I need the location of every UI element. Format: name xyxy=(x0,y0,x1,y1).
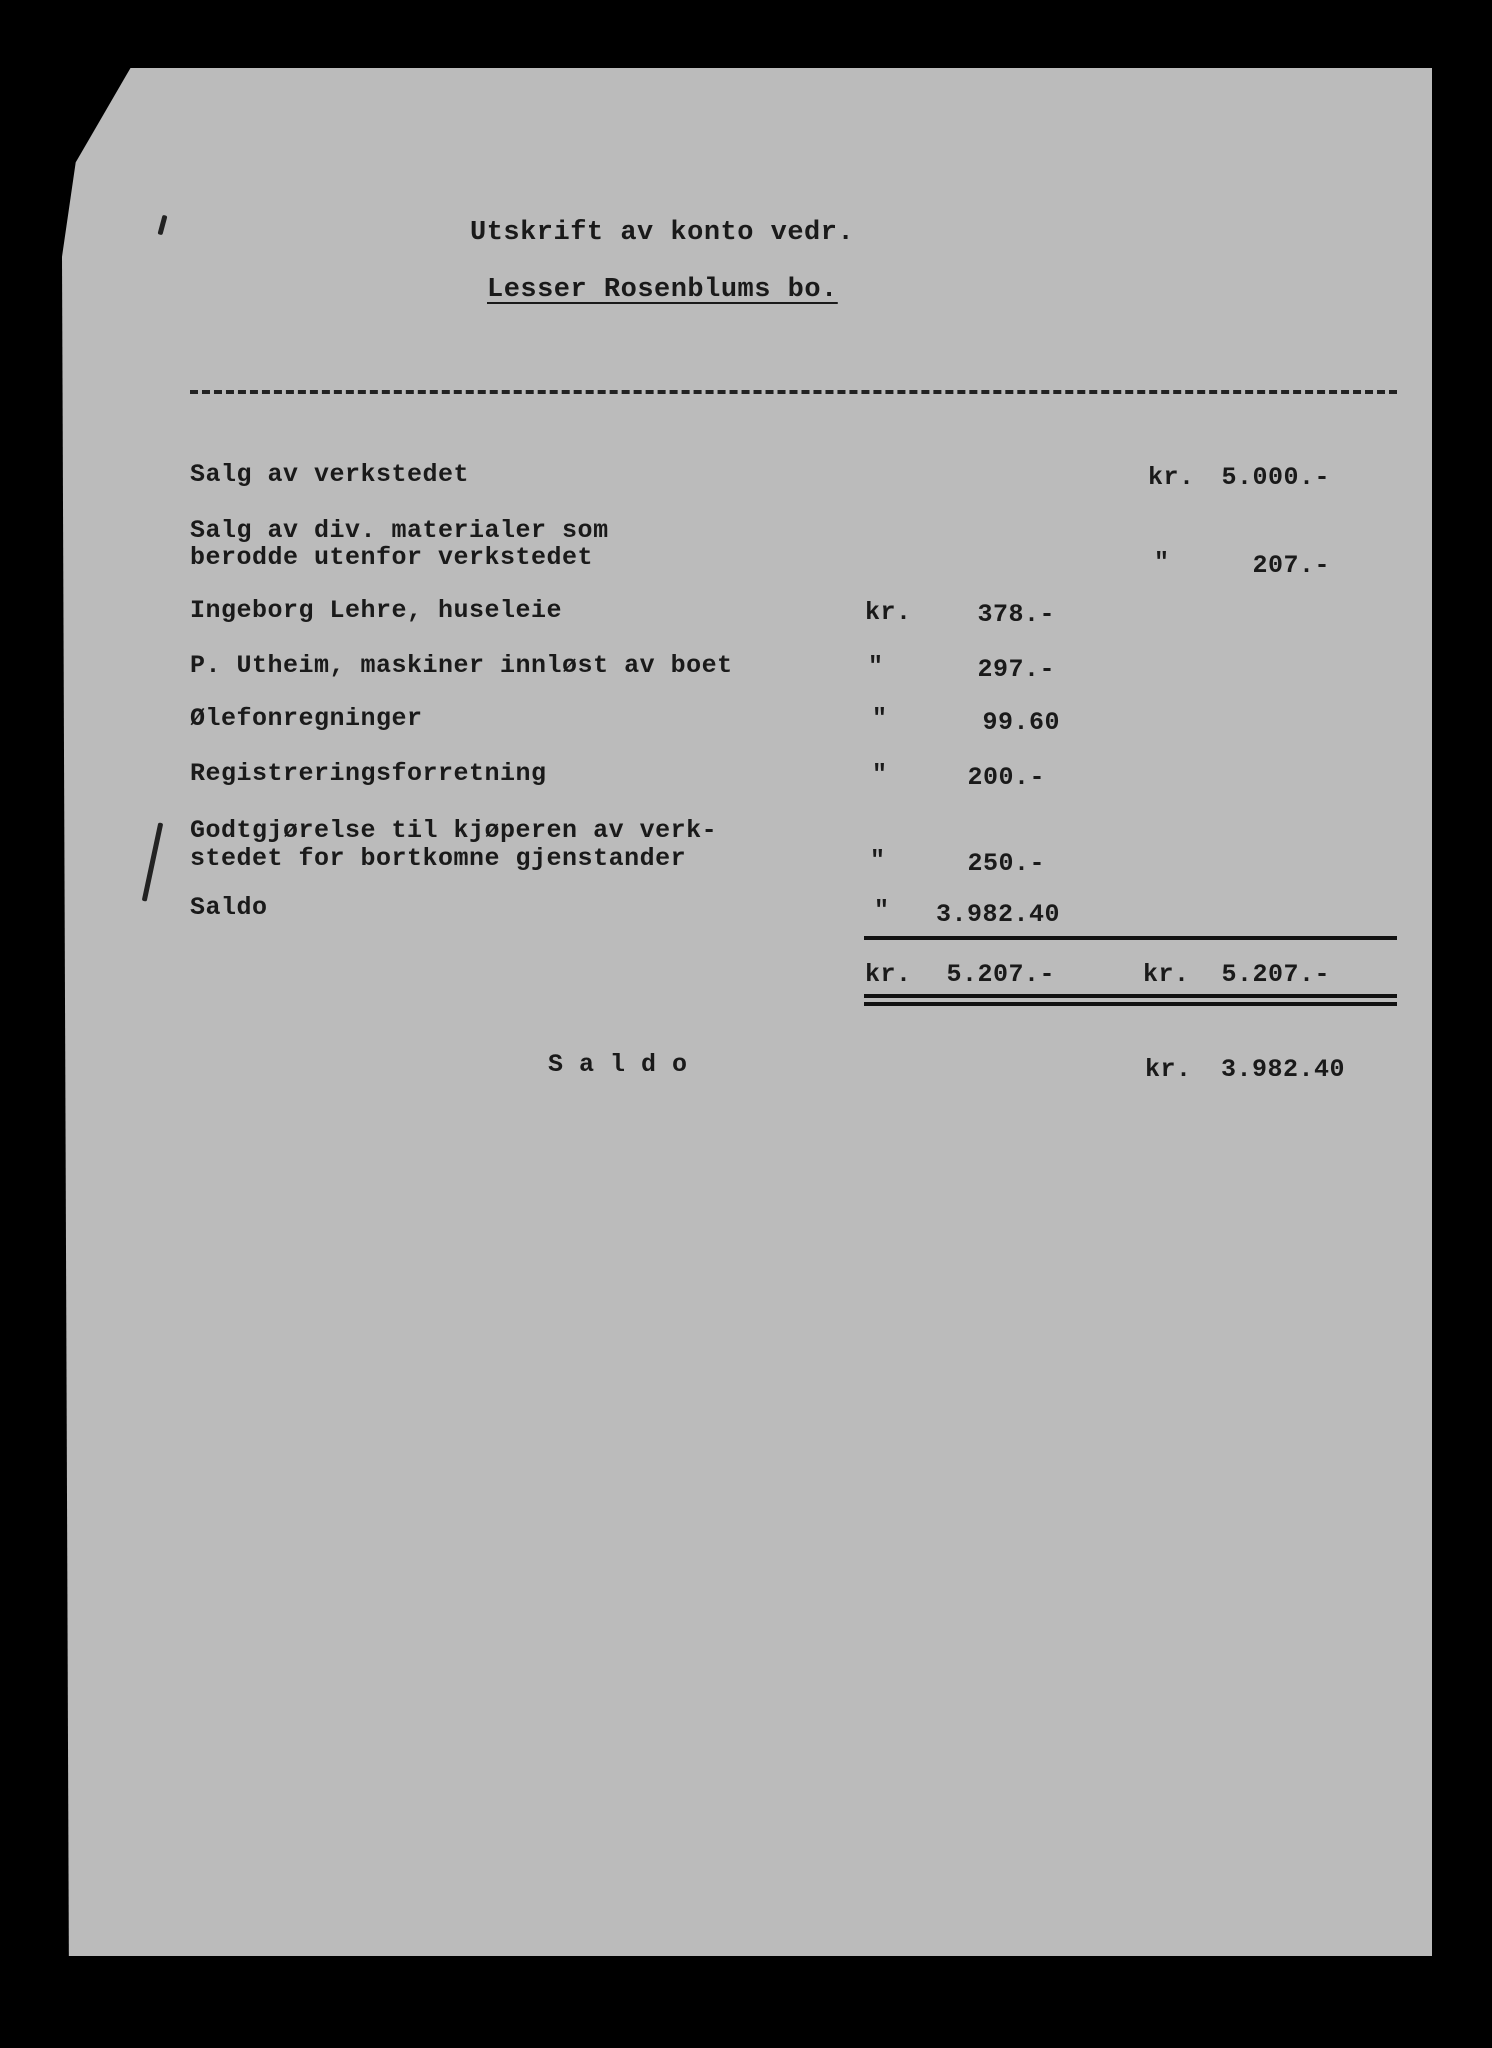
document-title: Utskrift av konto vedr. xyxy=(470,218,855,248)
ditto-mark: " xyxy=(868,652,884,681)
sum-rule xyxy=(864,936,1397,940)
ditto-mark: " xyxy=(874,896,890,925)
document-subtitle: Lesser Rosenblums bo. xyxy=(487,275,838,305)
double-rule-top xyxy=(864,994,1397,998)
entry-col1-value: 297.- xyxy=(977,655,1055,684)
entry-col1-prefix: kr. xyxy=(865,598,912,627)
entry-col1-value: 200.- xyxy=(967,763,1045,792)
dashed-separator xyxy=(190,390,1397,394)
total-col2-value: 5.207.- xyxy=(1221,960,1330,989)
ditto-mark: " xyxy=(1154,548,1170,577)
total-col1-value: 5.207.- xyxy=(946,960,1055,989)
entry-label: Ingeborg Lehre, huseleie xyxy=(190,596,563,625)
entry-label: Godtgjørelse til kjøperen av verk- xyxy=(190,816,718,845)
total-col1-prefix: kr. xyxy=(865,960,912,989)
entry-col2-prefix: kr. xyxy=(1148,463,1195,492)
entry-label: Salg av div. materialer som xyxy=(190,516,609,545)
entry-label: Salg av verkstedet xyxy=(190,460,470,489)
entry-label: P. Utheim, maskiner innløst av boet xyxy=(190,651,733,680)
entry-label: stedet for bortkomne gjenstander xyxy=(190,844,687,873)
entry-label: berodde utenfor verkstedet xyxy=(190,543,594,572)
closing-saldo-label: S a l d o xyxy=(548,1050,688,1079)
ditto-mark: " xyxy=(870,846,886,875)
total-col2-prefix: kr. xyxy=(1143,960,1190,989)
entry-col2-value: 207.- xyxy=(1252,551,1330,580)
ditto-mark: " xyxy=(872,760,888,789)
closing-prefix: kr. xyxy=(1145,1055,1192,1084)
double-rule-bottom xyxy=(864,1002,1397,1006)
ditto-mark: " xyxy=(872,704,888,733)
entry-label: Ølefonregninger xyxy=(190,704,423,733)
entry-col1-value: 99.60 xyxy=(982,708,1060,737)
paper-sheet xyxy=(62,68,1432,1956)
entry-col2-value: 5.000.- xyxy=(1221,463,1330,492)
entry-col1-value: 378.- xyxy=(977,600,1055,629)
entry-col1-value: 3.982.40 xyxy=(935,900,1060,929)
entry-col1-value: 250.- xyxy=(967,849,1045,878)
entry-label: Saldo xyxy=(190,893,268,922)
closing-value: 3.982.40 xyxy=(1220,1055,1345,1084)
entry-label: Registreringsforretning xyxy=(190,759,547,788)
